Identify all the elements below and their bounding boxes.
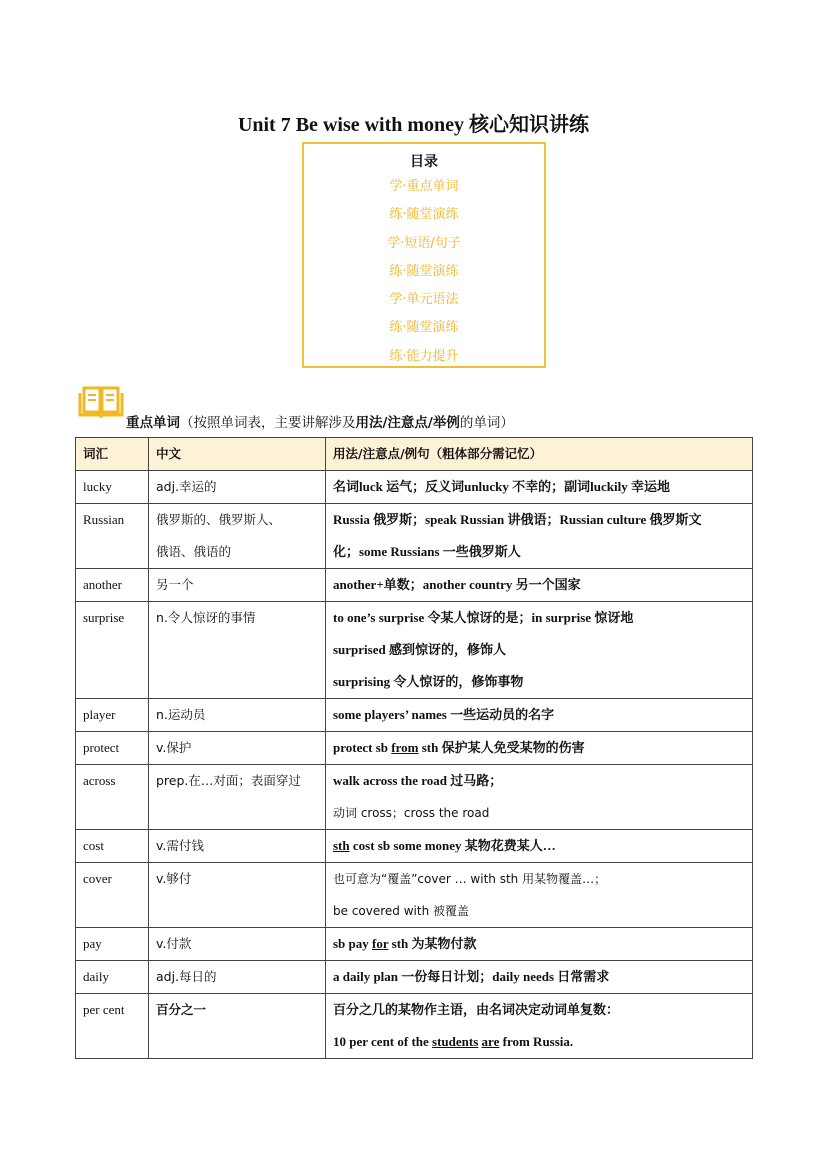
- usage: [333, 830, 745, 862]
- meaning: prep.在…对面；表面穿过: [156, 773, 301, 788]
- table-header-row: [76, 438, 753, 471]
- meaning-cell: [149, 504, 326, 569]
- meaning-cell: [149, 471, 326, 504]
- word: another: [83, 577, 122, 592]
- meaning-cell: [149, 602, 326, 699]
- meaning: v.需付钱: [156, 838, 204, 853]
- word: daily: [83, 969, 109, 984]
- table-row: [76, 732, 753, 765]
- usage-underlined: students: [432, 1034, 479, 1049]
- section-heading-text: （按照单词表，主要讲解涉及: [180, 415, 356, 431]
- meaning: n.令人惊讶的事情: [156, 610, 256, 625]
- table-row: [76, 994, 753, 1059]
- meaning-cell: [149, 765, 326, 830]
- table-row: [76, 765, 753, 830]
- word: player: [83, 707, 116, 722]
- usage-underlined: sth: [333, 838, 350, 853]
- usage: some players’ names 一些运动员的名字: [333, 707, 555, 722]
- word-cell: [76, 471, 149, 504]
- usage: [333, 928, 745, 960]
- word: protect: [83, 740, 120, 755]
- meaning: 另一个: [156, 577, 194, 592]
- page-title: Unit 7 Be wise with money 核心知识讲练: [237, 114, 590, 136]
- usage: 动词 cross；cross the road: [333, 806, 490, 820]
- usage-cell: [326, 994, 753, 1059]
- section-heading-bold: 重点单词: [126, 415, 180, 431]
- usage-cell: [326, 504, 753, 569]
- usage-cell: [326, 699, 753, 732]
- toc-item[interactable]: 练·随堂演练: [389, 263, 459, 279]
- usage-part: sth 为某物付款: [388, 936, 477, 951]
- meaning-cell: [149, 732, 326, 765]
- table-row: [76, 504, 753, 569]
- usage-cell: [326, 928, 753, 961]
- table-row: [76, 602, 753, 699]
- meaning-cell: [149, 961, 326, 994]
- table-row: [76, 569, 753, 602]
- toc-item[interactable]: 练·随堂演练: [389, 207, 459, 223]
- vocabulary-table: [75, 437, 753, 1059]
- meaning-cell: [149, 830, 326, 863]
- word: per cent: [83, 1002, 125, 1017]
- section-heading: [126, 411, 514, 431]
- usage-part: sth 保护某人免受某物的伤害: [418, 740, 585, 755]
- usage-cell: [326, 765, 753, 830]
- usage-part: cost sb some money 某物花费某人…: [349, 838, 556, 853]
- word-cell: [76, 961, 149, 994]
- section-heading-text-2: 的单词）: [459, 415, 514, 431]
- word-cell: [76, 765, 149, 830]
- usage: 名词luck 运气；反义词unlucky 不幸的；副词luckily 幸运地: [333, 479, 670, 494]
- word: across: [83, 773, 116, 788]
- table-of-contents: [302, 142, 546, 368]
- usage-cell: [326, 471, 753, 504]
- usage-part: from Russia.: [499, 1034, 574, 1049]
- usage-underlined: are: [481, 1034, 500, 1049]
- word-cell: [76, 732, 149, 765]
- meaning-cell: [149, 994, 326, 1059]
- word: pay: [83, 936, 102, 951]
- table-row: [76, 928, 753, 961]
- meaning-cell: [149, 928, 326, 961]
- word: lucky: [83, 479, 112, 494]
- meaning: n.运动员: [156, 707, 206, 722]
- book-icon: [78, 385, 124, 421]
- section-heading-bold-2: 用法/注意点/举例: [355, 415, 460, 431]
- column-header-word: 词汇: [76, 438, 149, 471]
- column-header-usage: 用法/注意点/例句（粗体部分需记忆）: [326, 438, 753, 471]
- meaning-cell: [149, 699, 326, 732]
- toc-item[interactable]: 练·随堂演练: [389, 320, 459, 336]
- usage-cell: [326, 961, 753, 994]
- word-cell: [76, 830, 149, 863]
- word-cell: [76, 602, 149, 699]
- meaning: adj.每日的: [156, 969, 217, 984]
- word: Russian: [83, 512, 125, 527]
- meaning: adj.幸运的: [156, 479, 217, 494]
- word-cell: [76, 994, 149, 1059]
- word-cell: [76, 928, 149, 961]
- word: cover: [83, 871, 112, 886]
- usage: a daily plan 一份每日计划；daily needs 日常需求: [333, 969, 610, 984]
- usage: surprising 令人惊讶的，修饰事物: [333, 674, 524, 689]
- toc-item[interactable]: 练·能力提升: [389, 348, 459, 364]
- meaning: 俄罗斯的、俄罗斯人、: [156, 512, 282, 527]
- usage-part: protect sb: [333, 740, 392, 755]
- usage-cell: [326, 569, 753, 602]
- word: cost: [83, 838, 104, 853]
- toc-item[interactable]: 学·重点单词: [389, 179, 459, 194]
- toc-item[interactable]: 学·短语/句子: [387, 235, 461, 251]
- meaning-cell: [149, 569, 326, 602]
- usage-part: sb pay: [333, 936, 373, 951]
- word-cell: [76, 569, 149, 602]
- table-row: [76, 699, 753, 732]
- usage: 百分之几的某物作主语，由名词决定动词单复数：: [333, 1002, 620, 1017]
- usage: surprised 感到惊讶的，修饰人: [333, 642, 506, 657]
- usage-cell: [326, 732, 753, 765]
- word: surprise: [83, 610, 125, 625]
- usage-cell: [326, 863, 753, 928]
- table-row: [76, 863, 753, 928]
- meaning: v.付款: [156, 936, 192, 951]
- usage: 化；some Russians 一些俄罗斯人: [333, 544, 521, 559]
- meaning: v.够付: [156, 871, 192, 886]
- meaning: v.保护: [156, 740, 192, 755]
- usage-underlined: for: [372, 936, 389, 951]
- meaning-cell: [149, 863, 326, 928]
- usage-part: 10 per cent of the: [333, 1034, 433, 1049]
- table-row: [76, 961, 753, 994]
- table-row: [76, 830, 753, 863]
- usage-cell: [326, 602, 753, 699]
- usage: be covered with 被覆盖: [333, 904, 469, 918]
- meaning: 俄语、俄语的: [156, 544, 232, 559]
- word-cell: [76, 504, 149, 569]
- usage: 也可意为“覆盖”cover … with sth 用某物覆盖…；: [333, 872, 607, 886]
- usage-cell: [326, 830, 753, 863]
- word-cell: [76, 863, 149, 928]
- column-header-meaning: 中文: [149, 438, 326, 471]
- usage: another+单数；another country 另一个国家: [333, 577, 581, 592]
- usage-underlined: from: [391, 740, 419, 755]
- table-row: [76, 471, 753, 504]
- usage: [333, 732, 745, 764]
- meaning: 百分之一: [156, 1002, 207, 1017]
- usage: [333, 1026, 745, 1058]
- toc-item[interactable]: 学·单元语法: [389, 292, 459, 308]
- usage: to one’s surprise 令某人惊讶的是；in surprise 惊讶地: [333, 610, 634, 625]
- toc-heading: 目录: [410, 154, 438, 170]
- usage: walk across the road 过马路；: [333, 773, 503, 788]
- word-cell: [76, 699, 149, 732]
- usage: Russia 俄罗斯；speak Russian 讲俄语；Russian culture 俄罗斯文: [333, 512, 702, 527]
